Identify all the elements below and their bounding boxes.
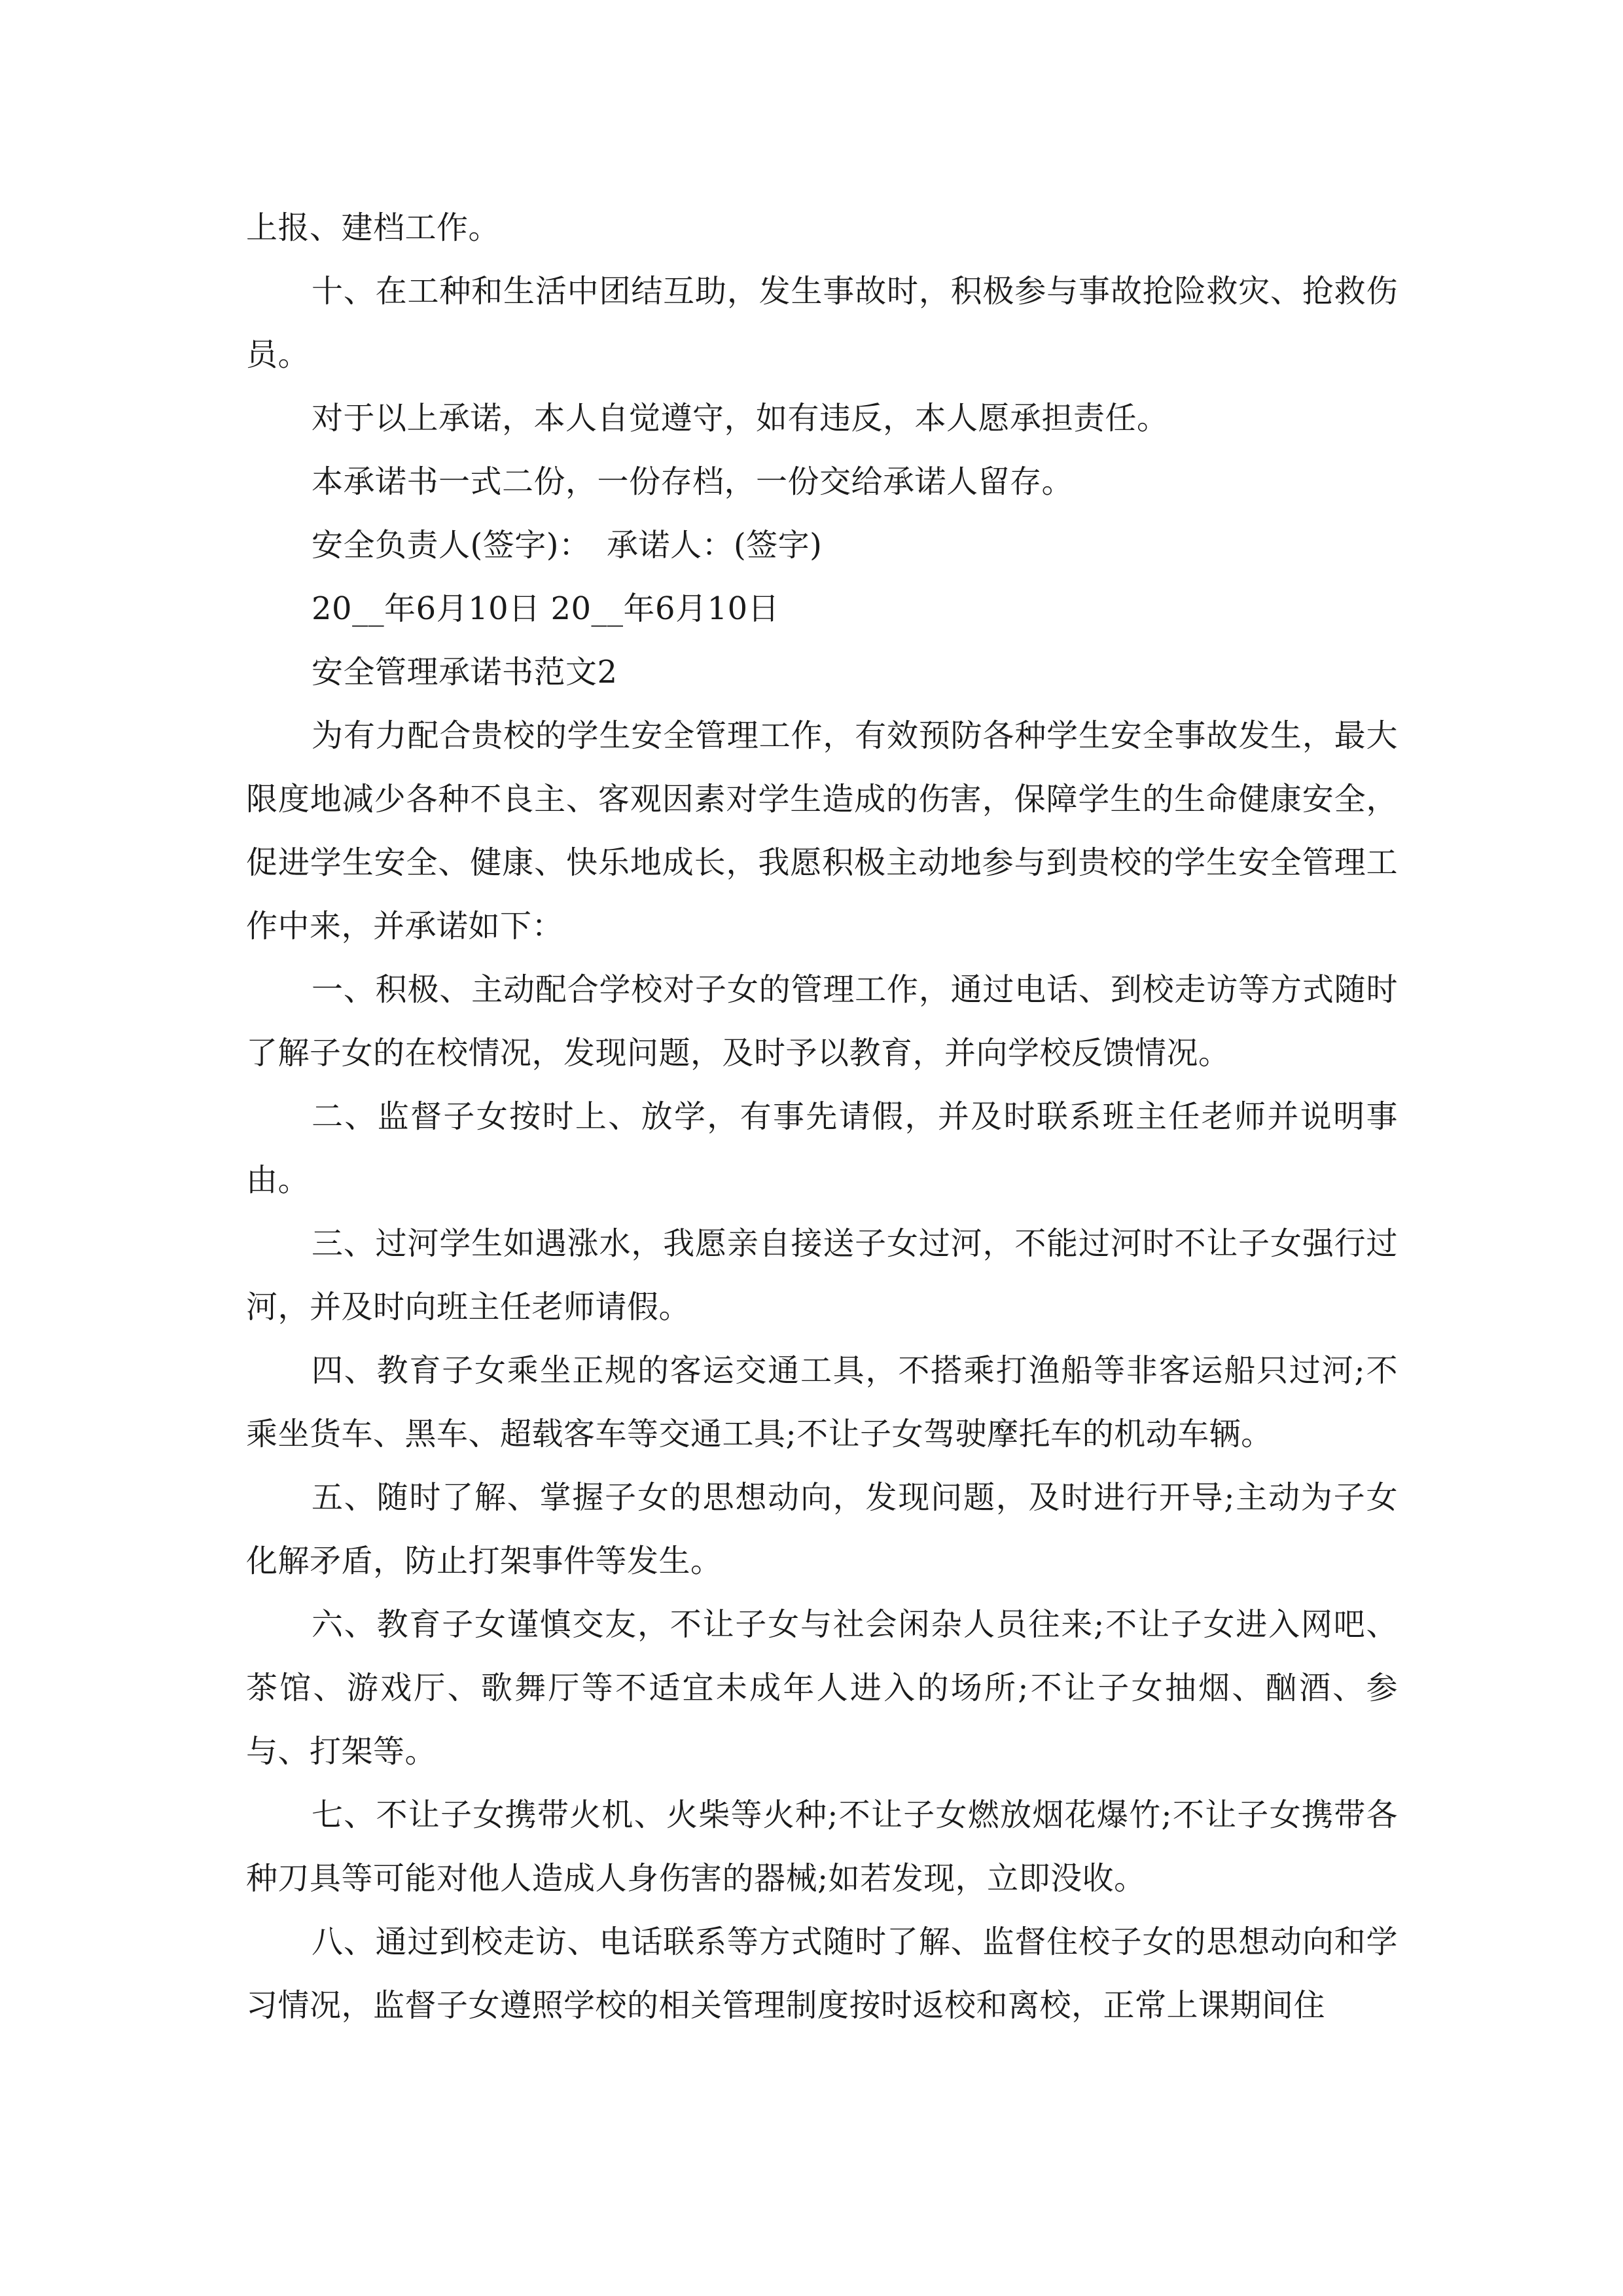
signature-line: 安全负责人(签字)： 承诺人：(签字) bbox=[312, 527, 823, 564]
paragraph-continuation: 上报、建档工作。 bbox=[246, 209, 501, 246]
date-line: 20__年6月10日 20__年6月10日 bbox=[312, 590, 780, 627]
document-body bbox=[246, 196, 1398, 2037]
section-title: 安全管理承诺书范文2 bbox=[312, 654, 618, 691]
paragraph-item-four: 四、教育子女乘坐正规的客运交通工具，不搭乘打渔船等非客运船只过河;不乘坐货车、黑车、超载客车等交通工具;不让子女驾驶摩托车的机动车辆。 bbox=[246, 1352, 1398, 1452]
paragraph-item-six: 六、教育子女谨慎交友，不让子女与社会闲杂人员往来;不让子女进入网吧、茶馆、游戏厅、歌舞厅等不适宜未成年人进入的场所;不让子女抽烟、酗酒、参与、打架等。 bbox=[246, 1606, 1398, 1770]
paragraph-item-ten: 十、在工种和生活中团结互助，发生事故时，积极参与事故抢险救灾、抢救伤员。 bbox=[246, 273, 1398, 373]
paragraph-copies-statement: 本承诺书一式二份，一份存档，一份交给承诺人留存。 bbox=[312, 463, 1074, 500]
paragraph-item-three: 三、过河学生如遇涨水，我愿亲自接送子女过河，不能过河时不让子女强行过河，并及时向班主任老师请假。 bbox=[246, 1225, 1398, 1325]
paragraph-item-seven: 七、不让子女携带火机、火柴等火种;不让子女燃放烟花爆竹;不让子女携带各种刀具等可能对他人造成人身伤害的器械;如若发现，立即没收。 bbox=[246, 1797, 1398, 1897]
paragraph-compliance-statement: 对于以上承诺，本人自觉遵守，如有违反，本人愿承担责任。 bbox=[312, 400, 1169, 437]
paragraph-item-one: 一、积极、主动配合学校对子女的管理工作，通过电话、到校走访等方式随时了解子女的在校情况，发现问题，及时予以教育，并向学校反馈情况。 bbox=[246, 971, 1398, 1071]
paragraph-item-five: 五、随时了解、掌握子女的思想动向，发现问题，及时进行开导;主动为子女化解矛盾，防止打架事件等发生。 bbox=[246, 1479, 1398, 1579]
paragraph-item-two: 二、监督子女按时上、放学，有事先请假，并及时联系班主任老师并说明事由。 bbox=[246, 1098, 1398, 1198]
paragraph-intro: 为有力配合贵校的学生安全管理工作，有效预防各种学生安全事故发生，最大限度地减少各种不良主、客观因素对学生造成的伤害，保障学生的生命健康安全，促进学生安全、健康、快乐地成长，我愿积极主动地参与到贵校的学生安全管理工作中来，并承诺如下： bbox=[246, 717, 1398, 944]
paragraph-item-eight: 八、通过到校走访、电话联系等方式随时了解、监督住校子女的思想动向和学习情况，监督子女遵照学校的相关管理制度按时返校和离校，正常上课期间住 bbox=[246, 1924, 1398, 2024]
